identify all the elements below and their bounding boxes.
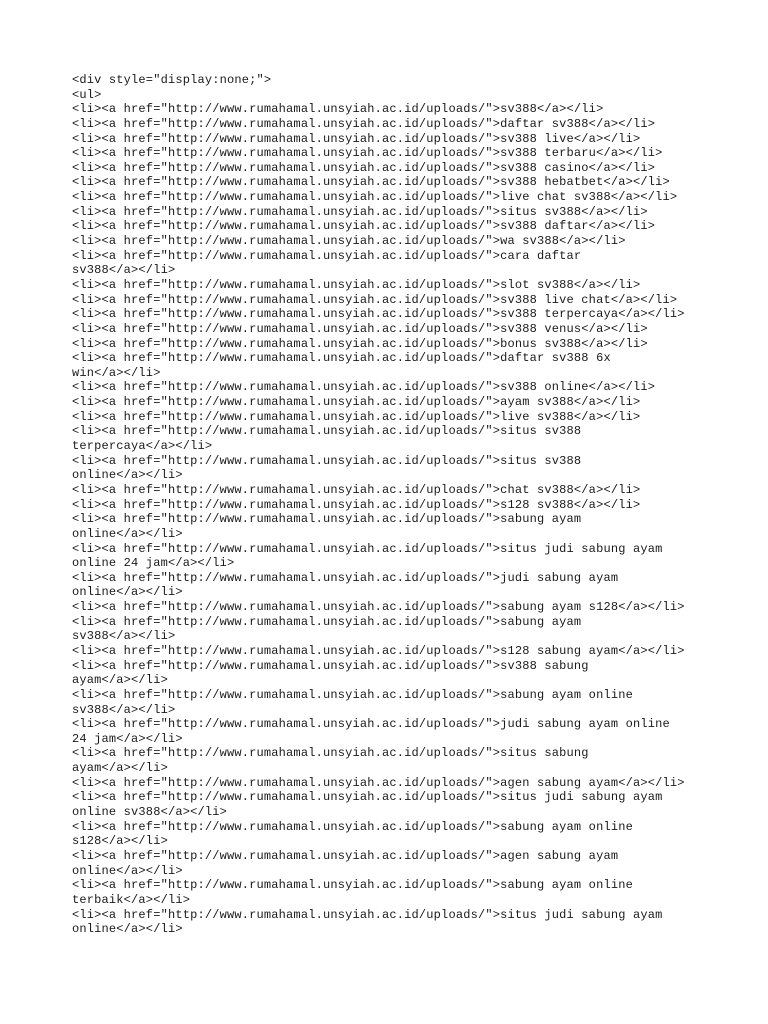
code-line: <li><a href="http://www.rumahamal.unsyiah.ac.id/uploads/">sv388 daftar</a></li> (72, 219, 656, 234)
code-line: online 24 jam</a></li> (72, 556, 235, 571)
code-line: online</a></li> (72, 922, 183, 937)
code-line: 24 jam</a></li> (72, 731, 183, 746)
code-line: <li><a href="http://www.rumahamal.unsyiah.ac.id/uploads/">live chat sv388</a></li> (72, 190, 678, 205)
code-line: <li><a href="http://www.rumahamal.unsyiah.ac.id/uploads/">sv388</a></li> (72, 102, 604, 117)
code-line: <ul> (72, 87, 102, 102)
code-line: <li><a href="http://www.rumahamal.unsyiah.ac.id/uploads/">sv388 venus</a></li> (72, 321, 648, 336)
code-line: <li><a href="http://www.rumahamal.unsyiah.ac.id/uploads/">situs sv388</a></li> (72, 204, 648, 219)
code-line: <li><a href="http://www.rumahamal.unsyiah.ac.id/uploads/">sv388 live</a></li> (72, 131, 641, 146)
code-line: <li><a href="http://www.rumahamal.unsyiah.ac.id/uploads/">judi sabung ayam online (72, 717, 670, 732)
code-line: <li><a href="http://www.rumahamal.unsyiah.ac.id/uploads/">sv388 terpercaya</a></li> (72, 307, 685, 322)
code-line: <li><a href="http://www.rumahamal.unsyiah.ac.id/uploads/">situs sabung (72, 746, 589, 761)
code-line: <li><a href="http://www.rumahamal.unsyiah.ac.id/uploads/">s128 sv388</a></li> (72, 497, 641, 512)
code-line: sv388</a></li> (72, 629, 176, 644)
code-line: <li><a href="http://www.rumahamal.unsyiah.ac.id/uploads/">daftar sv388 6x (72, 351, 611, 366)
code-line: s128</a></li> (72, 834, 168, 849)
code-line: sv388</a></li> (72, 702, 176, 717)
code-line: <li><a href="http://www.rumahamal.unsyiah.ac.id/uploads/">judi sabung ayam (72, 570, 619, 585)
code-line: online</a></li> (72, 468, 183, 483)
code-line: <li><a href="http://www.rumahamal.unsyiah.ac.id/uploads/">bonus sv388</a></li> (72, 336, 648, 351)
code-line: online sv388</a></li> (72, 805, 228, 820)
code-line: <li><a href="http://www.rumahamal.unsyiah.ac.id/uploads/">sv388 terbaru</a></li> (72, 146, 663, 161)
code-listing (72, 73, 712, 937)
code-line: online</a></li> (72, 526, 183, 541)
code-line: ayam</a></li> (72, 761, 168, 776)
code-line: <li><a href="http://www.rumahamal.unsyiah.ac.id/uploads/">situs judi sabung ayam (72, 907, 663, 922)
code-line: terbaik</a></li> (72, 892, 191, 907)
code-line: <li><a href="http://www.rumahamal.unsyiah.ac.id/uploads/">sabung ayam s128</a></li> (72, 600, 685, 615)
code-line: <li><a href="http://www.rumahamal.unsyiah.ac.id/uploads/">live sv388</a></li> (72, 409, 641, 424)
code-line: <li><a href="http://www.rumahamal.unsyiah.ac.id/uploads/">wa sv388</a></li> (72, 234, 626, 249)
code-line: <li><a href="http://www.rumahamal.unsyiah.ac.id/uploads/">sv388 casino</a></li> (72, 160, 656, 175)
code-line: <li><a href="http://www.rumahamal.unsyiah.ac.id/uploads/">situs judi sabung ayam (72, 541, 663, 556)
code-line: <li><a href="http://www.rumahamal.unsyiah.ac.id/uploads/">sv388 online</a></li> (72, 380, 656, 395)
code-line: <li><a href="http://www.rumahamal.unsyiah.ac.id/uploads/">sv388 sabung (72, 658, 589, 673)
code-line: win</a></li> (72, 365, 161, 380)
code-line: <li><a href="http://www.rumahamal.unsyiah.ac.id/uploads/">sabung ayam online (72, 819, 633, 834)
code-line: <li><a href="http://www.rumahamal.unsyiah.ac.id/uploads/">agen sabung ayam (72, 848, 619, 863)
code-line: <li><a href="http://www.rumahamal.unsyiah.ac.id/uploads/">s128 sabung ayam</a></li> (72, 643, 685, 658)
code-line: <li><a href="http://www.rumahamal.unsyiah.ac.id/uploads/">sabung ayam (72, 614, 582, 629)
code-line: <li><a href="http://www.rumahamal.unsyiah.ac.id/uploads/">situs sv388 (72, 424, 582, 439)
code-line: <li><a href="http://www.rumahamal.unsyiah.ac.id/uploads/">sabung ayam online (72, 878, 633, 893)
code-line: ayam</a></li> (72, 673, 168, 688)
code-line: terpercaya</a></li> (72, 439, 213, 454)
code-line: <li><a href="http://www.rumahamal.unsyiah.ac.id/uploads/">sabung ayam (72, 512, 582, 527)
code-line: <li><a href="http://www.rumahamal.unsyiah.ac.id/uploads/">daftar sv388</a></li> (72, 116, 656, 131)
code-line: <li><a href="http://www.rumahamal.unsyiah.ac.id/uploads/">sv388 live chat</a></li> (72, 292, 678, 307)
code-line: <li><a href="http://www.rumahamal.unsyiah.ac.id/uploads/">ayam sv388</a></li> (72, 395, 641, 410)
code-line: <li><a href="http://www.rumahamal.unsyiah.ac.id/uploads/">situs sv388 (72, 453, 582, 468)
code-line: online</a></li> (72, 585, 183, 600)
code-line: <li><a href="http://www.rumahamal.unsyiah.ac.id/uploads/">chat sv388</a></li> (72, 482, 641, 497)
code-line: sv388</a></li> (72, 263, 176, 278)
code-line: <li><a href="http://www.rumahamal.unsyiah.ac.id/uploads/">sabung ayam online (72, 687, 633, 702)
code-line: <li><a href="http://www.rumahamal.unsyiah.ac.id/uploads/">situs judi sabung ayam (72, 790, 663, 805)
code-line: <li><a href="http://www.rumahamal.unsyiah.ac.id/uploads/">sv388 hebatbet</a></li> (72, 175, 670, 190)
code-line: <div style="display:none;"> (72, 73, 272, 87)
code-line: <li><a href="http://www.rumahamal.unsyiah.ac.id/uploads/">slot sv388</a></li> (72, 277, 641, 292)
code-line: online</a></li> (72, 863, 183, 878)
code-line: <li><a href="http://www.rumahamal.unsyiah.ac.id/uploads/">cara daftar (72, 248, 582, 263)
code-line: <li><a href="http://www.rumahamal.unsyiah.ac.id/uploads/">agen sabung ayam</a></li> (72, 775, 685, 790)
